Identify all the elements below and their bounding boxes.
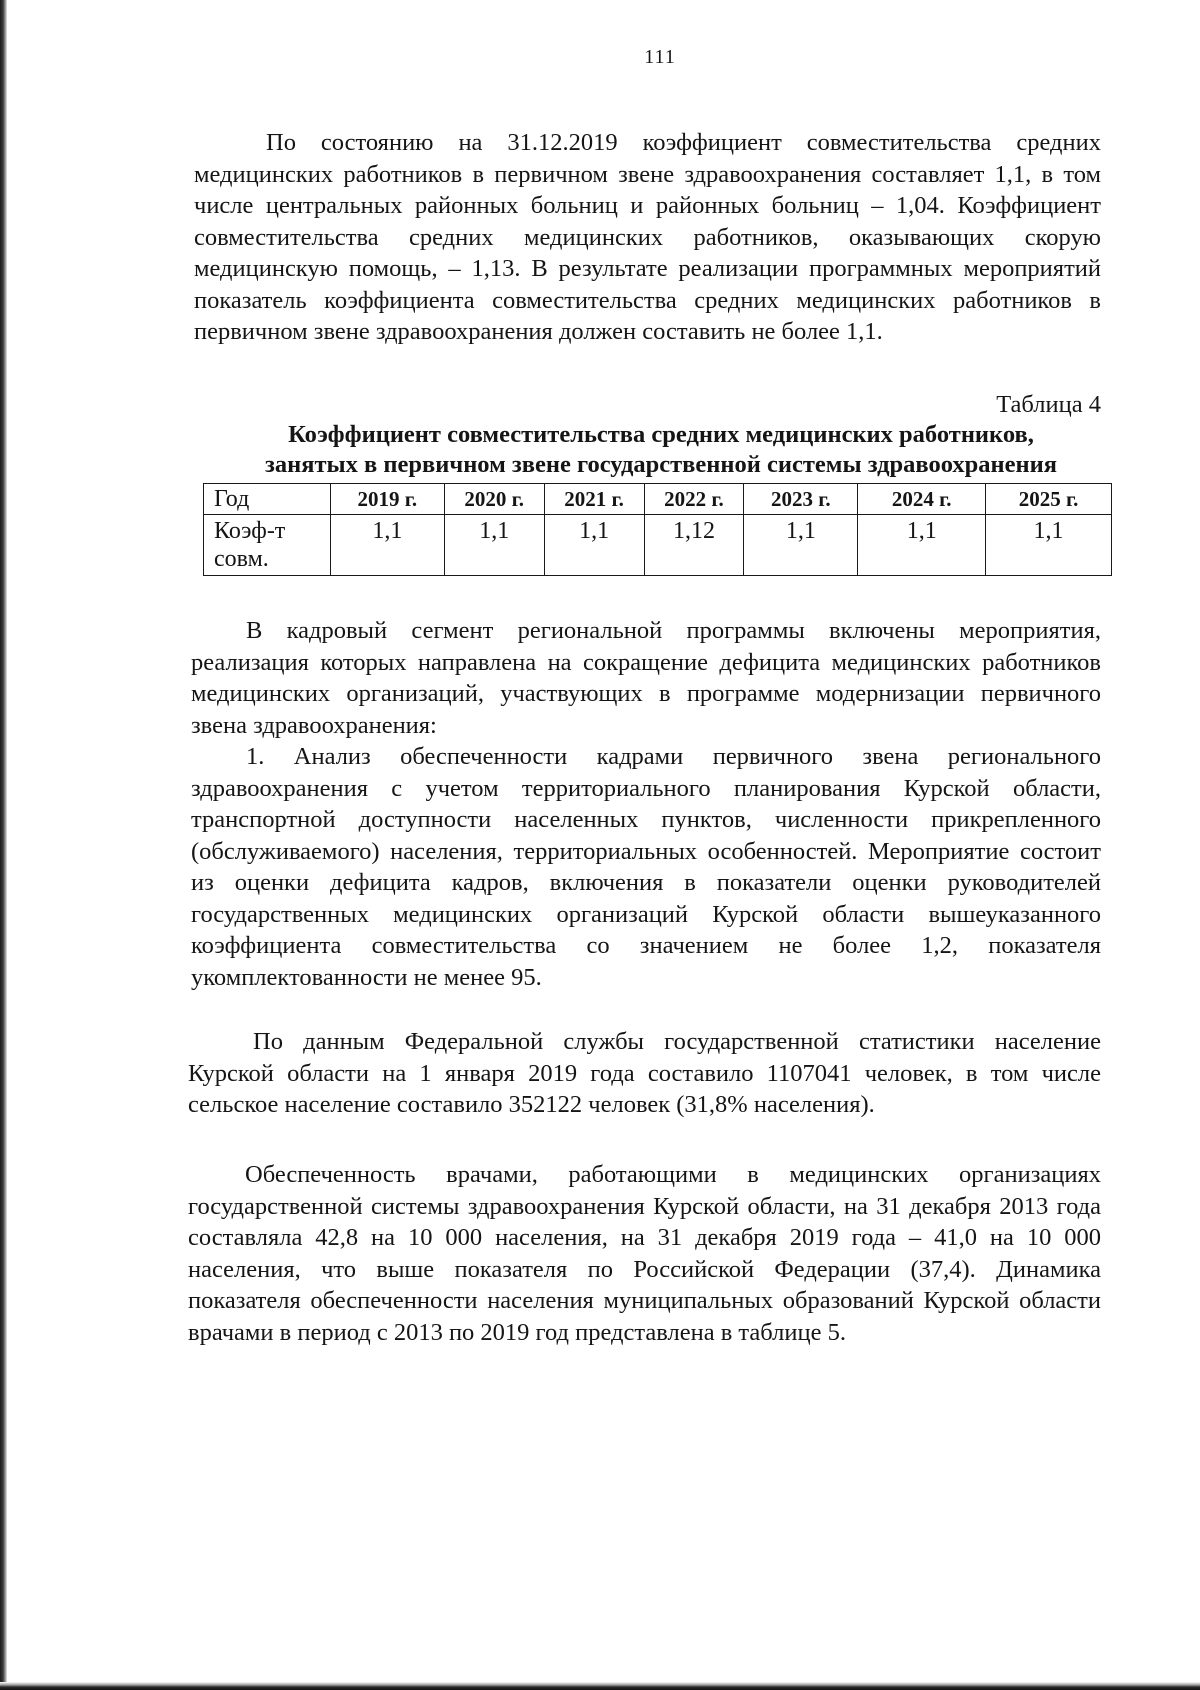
paragraph-staffing-intro: В кадровый сегмент региональной программы включены мероприятия, реализация которых направлена на сокращение дефицита медицинских работников медицинских организаций, участвующих в программе модернизации первичного звена здравоохранения: <box>191 617 1101 739</box>
table-header-year: 2020 г. <box>444 484 544 515</box>
table-header-row <box>204 484 1112 515</box>
paragraph-population: По данным Федеральной службы государственной статистики население Курской области на 1 января 2019 года составило 1107041 человек, в том числе сельское население составило 352122 человек (31,8% населения). <box>188 1028 1101 1118</box>
table-title-line-1: Коэффициент совместительства средних медицинских работников, <box>288 421 1034 448</box>
scan-edge-bottom <box>0 1682 1200 1690</box>
table-cell-value: 1,1 <box>986 515 1112 576</box>
table-cell-value: 1,1 <box>444 515 544 576</box>
part-time-ratio-table <box>203 483 1112 576</box>
paragraph-staffing-measures <box>191 615 1101 993</box>
page-number: 111 <box>644 46 676 68</box>
table-row-label-line-2: совм. <box>214 546 269 572</box>
table-cell-value: 1,1 <box>858 515 986 576</box>
paragraph-part-time-ratio: По состоянию на 31.12.2019 коэффициент совместительства средних медицинских работников в первичном звене здравоохранения составляет 1,1, в том числе центральных районных больниц и районных больниц – 1,04. Коэффициент совместительства средних медицинских работников, оказывающих скорую медицинскую помощь, – 1,13. В результате реализации программных мероприятий показатель коэффициента совместительства средних медицинских работников в первичном звене здравоохранения должен составить не более 1,1. <box>194 129 1101 345</box>
table-row-label <box>204 515 331 576</box>
table-cell-value: 1,1 <box>544 515 644 576</box>
table-title <box>205 420 1117 480</box>
paragraph-doctor-availability: Обеспеченность врачами, работающими в медицинских организациях государственной системы здравоохранения Курской области, на 31 декабря 2013 года составляла 42,8 на 10 000 населения, на 31 декабря 2019 года – 41,0 на 10 000 населения, что выше показателя по Российской Федерации (37,4). Динамика показателя обеспеченности населения муниципальных образований Курской области врачами в период с 2013 по 2019 год представлена в таблице 5. <box>188 1161 1101 1346</box>
table-row-label-line-1: Коэф-т <box>214 518 286 544</box>
table-header-label: Год <box>204 484 331 515</box>
table-header-year: 2024 г. <box>858 484 986 515</box>
table-row <box>204 515 1112 576</box>
table-header-year: 2019 г. <box>330 484 444 515</box>
table-header-year: 2023 г. <box>744 484 858 515</box>
list-item-staffing-analysis: 1. Анализ обеспеченности кадрами первичного звена регионального здравоохранения с учетом территориального планирования Курской области, транспортной доступности населенных пунктов, численности прикрепленного (обслуживаемого) населения, территориальных особенностей. Мероприятие состоит из оценки дефицита кадров, включения в показатели оценки руководителей государственных медицинских организаций Курской области вышеуказанного коэффициента совместительства со значением не более 1,2, показателя укомплектованности не менее 95. <box>191 743 1101 991</box>
scan-edge-left <box>0 0 7 1690</box>
table-caption: Таблица 4 <box>996 391 1101 418</box>
table-cell-value: 1,12 <box>644 515 744 576</box>
table-header-year: 2022 г. <box>644 484 744 515</box>
table-title-line-2: занятых в первичном звене государственной системы здравоохранения <box>265 451 1057 478</box>
table-header-year: 2025 г. <box>986 484 1112 515</box>
table-header-year: 2021 г. <box>544 484 644 515</box>
table-cell-value: 1,1 <box>744 515 858 576</box>
table-cell-value: 1,1 <box>330 515 444 576</box>
